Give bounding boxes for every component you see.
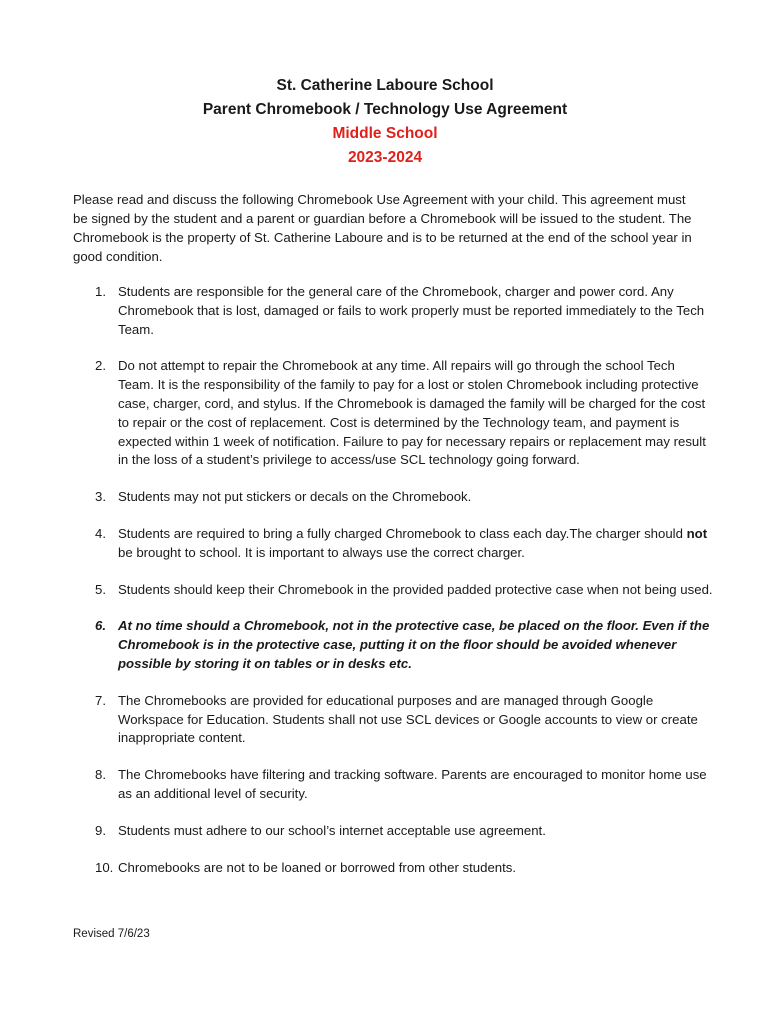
division-label: Middle School <box>332 125 438 142</box>
document-header <box>0 74 770 170</box>
item-number: 2. <box>95 358 106 374</box>
item-text: Do not attempt to repair the Chromebook at any time. All repairs will go through the school Tech Team. It is the responsibility of the family to pay for a lost or stolen Chromebook including protective case, charger, cord, and stylus. If the Chromebook is damaged the family will be charged for the cost to repair or the cost of replacement. Cost is determined by the Technology team, and payment is expected within 1 week of notification. Failure to pay for necessary repairs or replacement may result in the loss of a student’s privilege to access/use SCL technology going forward. <box>118 358 706 468</box>
revision-date: Revised 7/6/23 <box>73 928 150 940</box>
item-text: Students must adhere to our school’s internet acceptable use agreement. <box>118 822 546 838</box>
list-item <box>73 692 713 748</box>
item-text: Students should keep their Chromebook in the provided padded protective case when not being used. <box>118 581 713 597</box>
item-text <box>118 526 707 560</box>
item-number: 9. <box>95 822 106 838</box>
item-text-emphasis: not <box>686 525 708 541</box>
item-text-start: Students are required to bring a fully charged Chromebook to class each day.The charger should <box>118 525 687 541</box>
agreement-list <box>73 283 713 895</box>
item-number: 4. <box>95 525 106 541</box>
item-number: 10. <box>95 859 114 875</box>
item-text: The Chromebooks are provided for educational purposes and are managed through Google Workspace for Education. Students shall not use SCL devices or Google accounts to view or create inappropriate content. <box>118 692 698 746</box>
list-item <box>73 525 713 563</box>
item-text: Students may not put stickers or decals on the Chromebook. <box>118 489 472 505</box>
agreement-title: Parent Chromebook / Technology Use Agreement <box>202 101 568 118</box>
school-year: 2023-2024 <box>347 149 423 166</box>
list-item <box>73 859 713 878</box>
list-item <box>73 488 713 507</box>
list-item <box>73 581 713 600</box>
list-item <box>73 822 713 841</box>
item-number: 1. <box>95 284 106 299</box>
item-number: 3. <box>95 489 106 505</box>
list-item <box>73 357 713 470</box>
item-text: Chromebooks are not to be loaned or borrowed from other students. <box>118 859 517 875</box>
item-number: 5. <box>95 581 106 597</box>
item-number: 7. <box>95 692 106 708</box>
item-number: 6. <box>95 618 106 634</box>
item-text: The Chromebooks have filtering and tracking software. Parents are encouraged to monitor home use as an additional level of security. <box>118 767 707 801</box>
school-name: St. Catherine Laboure School <box>276 77 494 94</box>
item-text-end: be brought to school. It is important to always use the correct charger. <box>118 544 525 560</box>
intro-paragraph: Please read and discuss the following Chromebook Use Agreement with your child. This agreement must be signed by the student and a parent or guardian before a Chromebook will be issued to the student. The Chromebook is the property of St. Catherine Laboure and is to be returned at the end of the school year in good condition. <box>73 192 692 264</box>
list-item <box>73 766 713 804</box>
list-item-emphasized <box>73 617 713 673</box>
list-item <box>73 283 713 339</box>
item-text: Students are responsible for the general care of the Chromebook, charger and power cord. Any Chromebook that is lost, damaged or fails to work properly must be reported immediately to the Tech Team. <box>118 284 705 337</box>
item-number: 8. <box>95 767 106 783</box>
item-text: At no time should a Chromebook, not in the protective case, be placed on the floor. Even if the Chromebook is in the protective case, putting it on the floor should be avoided whenever possible by storing it on tables or in desks etc. <box>118 618 710 671</box>
